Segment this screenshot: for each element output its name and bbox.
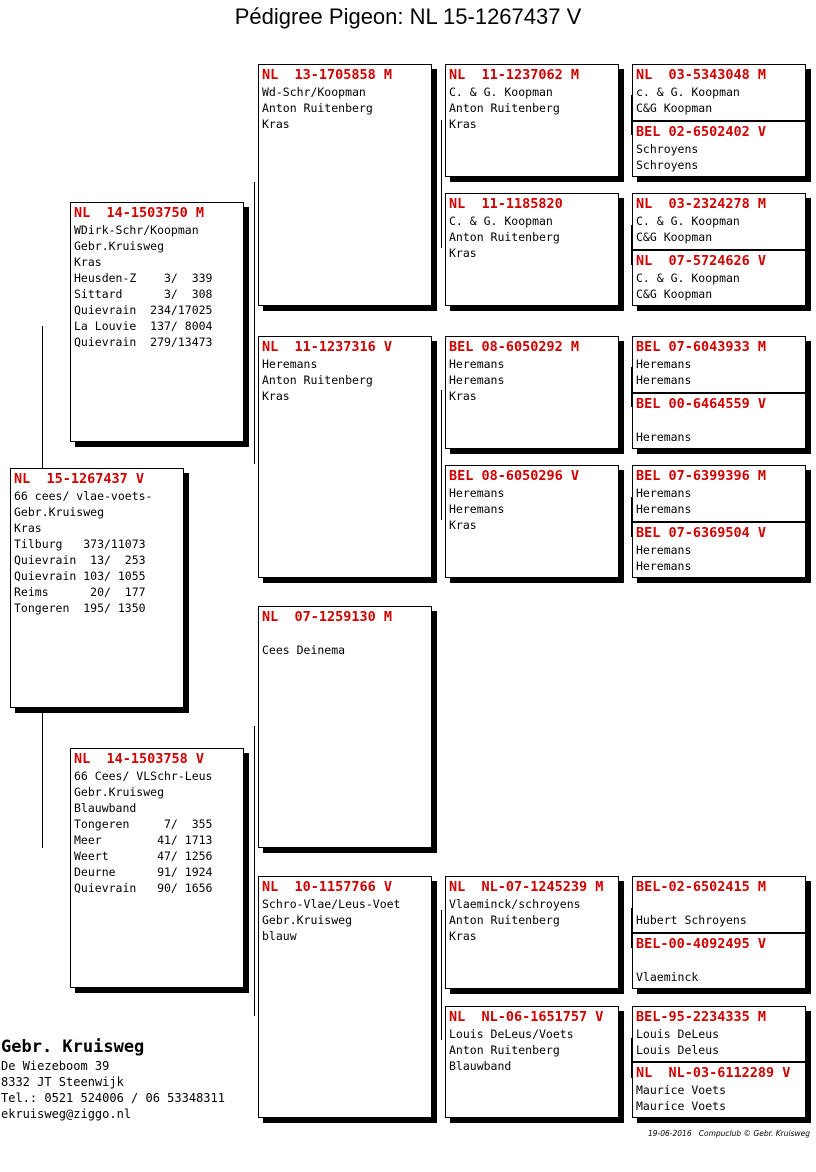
connector	[254, 182, 255, 464]
owner-name: Gebr. Kruisweg	[1, 1037, 145, 1057]
pigeon-card-mmff[interactable]	[632, 876, 806, 933]
race-result: Tongeren 195/ 1350	[14, 601, 146, 615]
ring-number: NL 15-1267437 V	[14, 471, 145, 487]
info-line: Heremans	[449, 357, 505, 371]
info-line: Heremans	[636, 559, 692, 573]
info-line: Anton Ruitenberg	[262, 101, 373, 115]
pigeon-card-ffmm[interactable]	[632, 250, 806, 306]
info-line: Wd-Schr/Koopman	[262, 85, 366, 99]
info-line: Heremans	[636, 357, 692, 371]
info-line: 66 Cees/ VLSchr-Leus	[74, 769, 213, 783]
pigeon-card-mmmm[interactable]	[632, 1062, 806, 1118]
info-line: Heremans	[636, 486, 692, 500]
info-line: Maurice Voets	[636, 1083, 727, 1097]
info-line: Kras	[262, 117, 290, 131]
info-line: C&G Koopman	[636, 101, 713, 115]
ring-number: NL 14-1503750 M	[74, 205, 205, 221]
info-line: WDirk-Schr/Koopman	[74, 223, 199, 237]
info-line: Schro-Vlae/Leus-Voet	[262, 897, 401, 911]
info-line	[636, 953, 802, 969]
connector	[441, 120, 442, 248]
info-line: Schroyens	[636, 158, 699, 172]
info-line: Blauwband	[449, 1059, 512, 1073]
info-line: Heremans	[449, 373, 505, 387]
race-result: Meer 41/ 1713	[74, 833, 213, 847]
pigeon-card-mm[interactable]	[258, 876, 432, 1118]
ring-number: NL 13-1705858 M	[262, 67, 393, 83]
race-result: Tongeren 7/ 355	[74, 817, 213, 831]
race-result: Tilburg 373/11073	[14, 537, 146, 551]
pigeon-card-fmmf[interactable]	[632, 465, 806, 522]
info-line: Cees Deinema	[262, 643, 346, 657]
info-line: blauw	[262, 929, 297, 943]
race-result: Deurne 91/ 1924	[74, 865, 213, 879]
footer-credit: 19-06-2016 Compuclub © Gebr. Kruisweg	[648, 1129, 810, 1138]
owner-phone: Tel.: 0521 524006 / 06 53348311	[1, 1091, 225, 1105]
ring-number: BEL-95-2234335 M	[636, 1009, 767, 1025]
ring-number: BEL 07-6399396 M	[636, 468, 767, 484]
ring-number: BEL 08-6050292 M	[449, 339, 580, 355]
pigeon-card-fffm[interactable]	[632, 121, 806, 177]
ring-number: NL 14-1503758 V	[74, 751, 205, 767]
race-result: Quievrain 103/ 1055	[14, 569, 146, 583]
owner-block	[1, 1036, 225, 1122]
info-line: Louis DeLeus	[636, 1027, 720, 1041]
ring-number: BEL 07-6043933 M	[636, 339, 767, 355]
ring-number: NL 10-1157766 V	[262, 879, 393, 895]
info-line: Anton Ruitenberg	[262, 373, 373, 387]
info-line: Hubert Schroyens	[636, 913, 747, 927]
info-line: Kras	[449, 246, 477, 260]
info-line: Louis DeLeus/Voets	[449, 1027, 574, 1041]
pigeon-card-fff[interactable]	[445, 64, 619, 177]
info-line: Heremans	[636, 502, 692, 516]
ring-number: NL 03-2324278 M	[636, 196, 767, 212]
ring-number: NL 11-1237316 V	[262, 339, 393, 355]
info-line: Anton Ruitenberg	[449, 913, 560, 927]
info-line: Anton Ruitenberg	[449, 101, 560, 115]
race-result: Quievrain 90/ 1656	[74, 881, 213, 895]
info-line: c. & G. Koopman	[636, 85, 740, 99]
info-line: Anton Ruitenberg	[449, 230, 560, 244]
ring-number: NL 11-1185820	[449, 196, 563, 212]
info-line: Kras	[262, 389, 290, 403]
race-result: Weert 47/ 1256	[74, 849, 213, 863]
ring-number: BEL 07-6369504 V	[636, 525, 767, 541]
race-result: Heusden-Z 3/ 339	[74, 271, 213, 285]
connector	[254, 726, 255, 1016]
info-line: C&G Koopman	[636, 230, 713, 244]
race-result: La Louvie 137/ 8004	[74, 319, 213, 333]
ring-number: BEL-00-4092495 V	[636, 936, 767, 952]
pigeon-card-ffm[interactable]	[445, 193, 619, 306]
pigeon-card-mmfm[interactable]	[632, 933, 806, 989]
info-line: Heremans	[449, 502, 505, 516]
info-line: C. & G. Koopman	[636, 271, 740, 285]
ring-number: BEL 08-6050296 V	[449, 468, 580, 484]
owner-city: 8332 JT Steenwijk	[1, 1075, 124, 1089]
info-line: C. & G. Koopman	[449, 85, 553, 99]
pigeon-card-mmm[interactable]	[445, 1006, 619, 1118]
ring-number: BEL 02-6502402 V	[636, 124, 767, 140]
connector	[441, 390, 442, 520]
info-line: Kras	[74, 255, 102, 269]
info-line: Gebr.Kruisweg	[74, 785, 165, 799]
info-line: C. & G. Koopman	[636, 214, 740, 228]
info-line: Kras	[449, 929, 477, 943]
ring-number: NL NL-06-1651757 V	[449, 1009, 604, 1025]
pigeon-card-mf[interactable]	[258, 606, 432, 848]
ring-number: BEL 00-6464559 V	[636, 396, 767, 412]
pigeon-card-ff[interactable]	[258, 64, 432, 306]
pigeon-card-mmf[interactable]	[445, 876, 619, 989]
owner-address: De Wiezeboom 39	[1, 1059, 110, 1073]
info-line: Heremans	[262, 357, 318, 371]
info-line: Gebr.Kruisweg	[14, 505, 105, 519]
pigeon-card-fm[interactable]	[258, 336, 432, 578]
info-line: Kras	[449, 518, 477, 532]
ring-number: NL NL-03-6112289 V	[636, 1065, 791, 1081]
pigeon-card-fmff[interactable]	[632, 336, 806, 393]
info-line: Blauwband	[74, 801, 137, 815]
ring-number: NL NL-07-1245239 M	[449, 879, 604, 895]
info-line: C. & G. Koopman	[449, 214, 553, 228]
pigeon-card-fmfm[interactable]	[632, 393, 806, 449]
info-line: Kras	[449, 389, 477, 403]
info-line	[636, 896, 802, 912]
info-line: Heremans	[636, 543, 692, 557]
race-result: Quievrain 279/13473	[74, 335, 213, 349]
info-line	[262, 626, 428, 642]
page-title: Pédigree Pigeon: NL 15-1267437 V	[234, 4, 582, 29]
pigeon-card-mmmf[interactable]	[632, 1006, 806, 1062]
info-line: Anton Ruitenberg	[449, 1043, 560, 1057]
info-line: Schroyens	[636, 142, 699, 156]
connector	[42, 326, 43, 468]
pigeon-card-ffff[interactable]	[632, 64, 806, 121]
info-line: Kras	[14, 521, 42, 535]
info-line: Gebr.Kruisweg	[262, 913, 353, 927]
info-line: Maurice Voets	[636, 1099, 727, 1113]
pigeon-card-mother[interactable]	[70, 748, 244, 988]
race-result: Quievrain 13/ 253	[14, 553, 146, 567]
pigeon-card-fmf[interactable]	[445, 336, 619, 449]
info-line: Heremans	[449, 486, 505, 500]
ring-number: NL 03-5343048 M	[636, 67, 767, 83]
info-line: Heremans	[636, 373, 692, 387]
ring-number: NL 11-1237062 M	[449, 67, 580, 83]
info-line: Vlaeminck/schroyens	[449, 897, 581, 911]
info-line: C&G Koopman	[636, 287, 713, 301]
connector	[441, 910, 442, 1040]
ring-number: NL 07-5724626 V	[636, 253, 767, 269]
ring-number: NL 07-1259130 M	[262, 609, 393, 625]
pigeon-card-subject[interactable]	[10, 468, 184, 708]
info-line: Vlaeminck	[636, 970, 699, 984]
connector	[42, 708, 43, 848]
pigeon-card-fmm[interactable]	[445, 465, 619, 578]
info-line: Heremans	[636, 430, 692, 444]
info-line: 66 cees/ vlae-voets-	[14, 489, 153, 503]
race-result: Sittard 3/ 308	[74, 287, 213, 301]
ring-number: BEL-02-6502415 M	[636, 879, 767, 895]
pigeon-card-ffmf[interactable]	[632, 193, 806, 250]
pigeon-card-father[interactable]	[70, 202, 244, 442]
info-line: Gebr.Kruisweg	[74, 239, 165, 253]
owner-email[interactable]: ekruisweg@ziggo.nl	[1, 1107, 132, 1121]
race-result: Quievrain 234/17025	[74, 303, 213, 317]
info-line	[636, 413, 802, 429]
pigeon-card-fmmm[interactable]	[632, 522, 806, 578]
info-line: Louis Deleus	[636, 1043, 720, 1057]
race-result: Reims 20/ 177	[14, 585, 146, 599]
info-line: Kras	[449, 117, 477, 131]
